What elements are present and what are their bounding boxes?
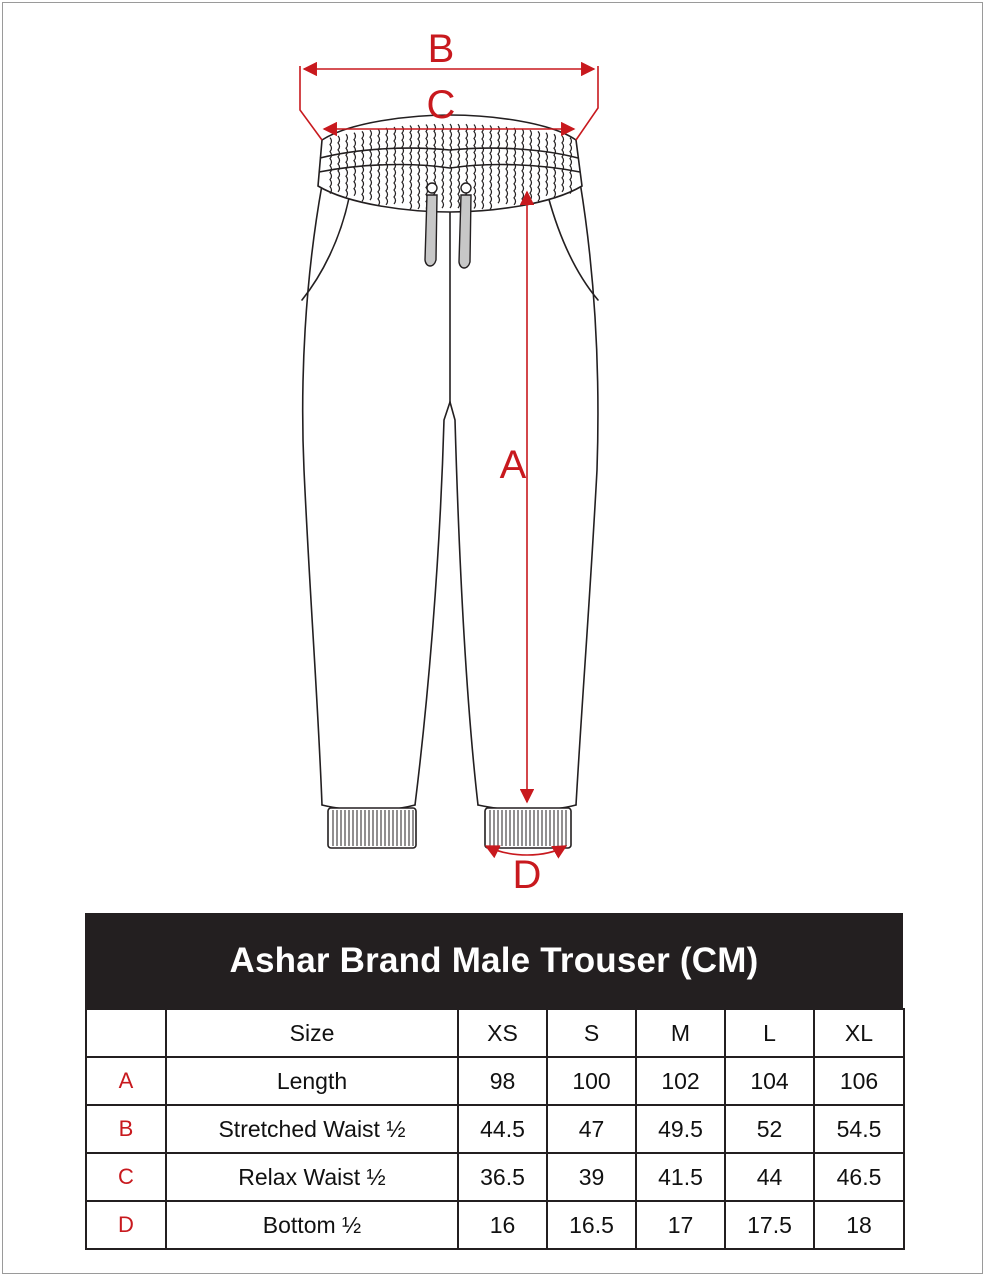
size-chart [85,913,903,1250]
row-label: Stretched Waist ½ [166,1105,458,1153]
size-m: M [636,1009,725,1057]
value-cell: 49.5 [636,1105,725,1153]
value-cell: 52 [725,1105,814,1153]
size-l: L [725,1009,814,1057]
header-label: Size [166,1009,458,1057]
row-label: Length [166,1057,458,1105]
row-letter: D [86,1201,166,1249]
value-cell: 36.5 [458,1153,547,1201]
header-letter-cell [86,1009,166,1057]
value-cell: 54.5 [814,1105,904,1153]
table-row [86,1201,904,1249]
value-cell: 17 [636,1201,725,1249]
value-cell: 44 [725,1153,814,1201]
dimension-label-b: B [427,27,455,71]
value-cell: 44.5 [458,1105,547,1153]
size-s: S [547,1009,636,1057]
value-cell: 16 [458,1201,547,1249]
dimension-label-c: C [426,83,456,127]
dimension-label-a: A [499,443,527,487]
size-xs: XS [458,1009,547,1057]
size-table [85,1008,905,1250]
table-row [86,1105,904,1153]
table-row [86,1057,904,1105]
cuffs [328,808,571,848]
value-cell: 102 [636,1057,725,1105]
value-cell: 106 [814,1057,904,1105]
trouser-outline [302,182,598,810]
value-cell: 17.5 [725,1201,814,1249]
row-label: Bottom ½ [166,1201,458,1249]
table-title: Ashar Brand Male Trouser (CM) [85,913,903,1008]
row-letter: A [86,1057,166,1105]
value-cell: 100 [547,1057,636,1105]
size-xl: XL [814,1009,904,1057]
value-cell: 98 [458,1057,547,1105]
row-letter: C [86,1153,166,1201]
row-label: Relax Waist ½ [166,1153,458,1201]
value-cell: 39 [547,1153,636,1201]
value-cell: 16.5 [547,1201,636,1249]
value-cell: 46.5 [814,1153,904,1201]
row-letter: B [86,1105,166,1153]
value-cell: 18 [814,1201,904,1249]
value-cell: 104 [725,1057,814,1105]
dimension-label-d: D [512,853,542,897]
value-cell: 47 [547,1105,636,1153]
table-header-row [86,1009,904,1057]
table-row [86,1153,904,1201]
value-cell: 41.5 [636,1153,725,1201]
